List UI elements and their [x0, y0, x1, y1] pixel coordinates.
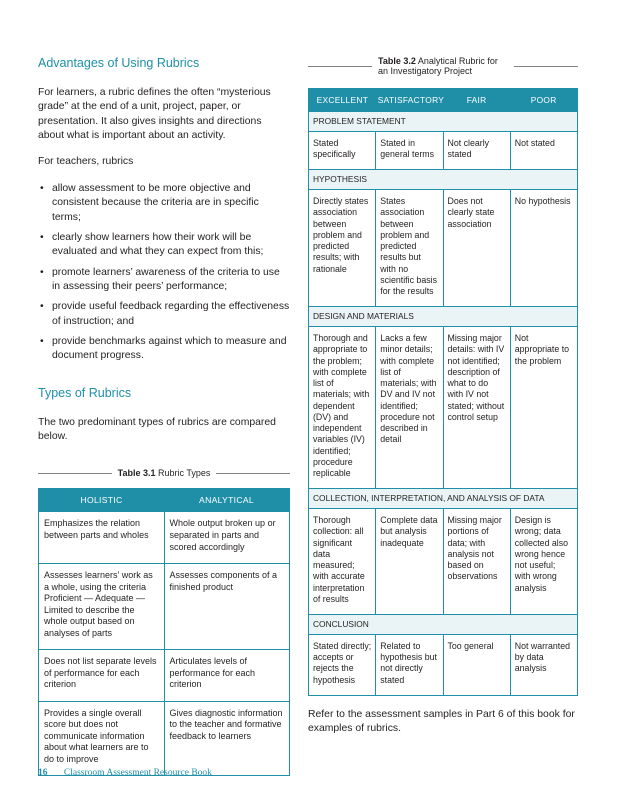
samples-reference-text: Refer to the assessment samples in Part 6 of this book for examples of rubrics.	[308, 708, 575, 735]
table-cell: Stated specifically	[309, 131, 376, 170]
column-header-poor: POOR	[510, 89, 577, 112]
caption-rule	[38, 473, 112, 474]
page-footer	[38, 768, 212, 778]
table-row	[39, 564, 290, 650]
table-cell: Articulates levels of performance for each criterion	[164, 650, 290, 702]
table-row	[309, 509, 578, 615]
caption-rule	[308, 66, 372, 67]
category-label: HYPOTHESIS	[309, 170, 578, 190]
table1-caption-label: Table 3.1	[117, 468, 156, 479]
left-column	[38, 56, 290, 776]
table-cell: States association between problem and predicted results but with no scientific basis for the results	[376, 190, 443, 307]
category-label: COLLECTION, INTERPRETATION, AND ANALYSIS OF DATA	[309, 489, 578, 509]
table-cell: Thorough collection: all significant data measured; with accurate interpretation of results	[309, 509, 376, 615]
table-cell: Too general	[443, 634, 510, 695]
table-row	[309, 131, 578, 170]
table-cell: Missing major details: with IV not identified; description of what to do with IV not stated; without control setup	[443, 327, 510, 489]
table-cell: Design is wrong; data collected also wrong hence not useful; with wrong analysis	[510, 509, 577, 615]
table-row	[309, 190, 578, 307]
list-item: • provide useful feedback regarding the effectiveness of instruction; and	[38, 300, 290, 329]
caption-rule	[216, 473, 290, 474]
table-cell: Missing major portions of data; with analysis not based on observations	[443, 509, 510, 615]
table-row	[39, 701, 290, 776]
table-row	[39, 512, 290, 564]
rubric-types-table	[38, 488, 290, 776]
analytical-rubric-table	[308, 88, 578, 696]
types-heading: Types of Rubrics	[38, 385, 132, 400]
table-cell: Lacks a few minor details; with complete list of materials; with DV and IV not identified; procedure not described in detail	[376, 327, 443, 489]
table-cell: Not warranted by data analysis	[510, 634, 577, 695]
column-header-satisfactory: SATISFACTORY	[376, 89, 443, 112]
right-column	[308, 56, 578, 747]
table-cell: Gives diagnostic information to the teacher and formative feedback to learners	[164, 701, 290, 776]
table-cell: Assesses components of a finished product	[164, 564, 290, 650]
teachers-intro: For teachers, rubrics	[38, 156, 134, 168]
book-title: Classroom Assessment Resource Book	[63, 768, 212, 778]
table-cell: Does not list separate levels of performance for each criterion	[39, 650, 165, 702]
table-cell: Directly states association between problem and predicted results; with rationale	[309, 190, 376, 307]
table1-caption	[38, 468, 290, 478]
learners-paragraph: For learners, a rubric defines the often “mysterious grade” at the end of a unit, project, paper, or presentation. It also gives insights and directions about what is important about an activity.	[38, 87, 271, 142]
category-label: DESIGN AND MATERIALS	[309, 307, 578, 327]
table-cell: Emphasizes the relation between parts and wholes	[39, 512, 165, 564]
table-cell: Related to hypothesis but not directly stated	[376, 634, 443, 695]
table-cell: No hypothesis	[510, 190, 577, 307]
column-header-excellent: EXCELLENT	[309, 89, 376, 112]
table-cell: Provides a single overall score but does not communicate information about what learners are to do to improve	[39, 701, 165, 776]
table-cell: Not stated	[510, 131, 577, 170]
page-number: 16	[38, 768, 48, 778]
table-row	[39, 650, 290, 702]
table2-caption-text: Analytical Rubric for an Investigatory Project	[378, 56, 498, 76]
types-paragraph: The two predominant types of rubrics are compared below.	[38, 416, 276, 443]
table-cell: Whole output broken up or separated in parts and scored accordingly	[164, 512, 290, 564]
table2-caption	[308, 56, 578, 76]
table-cell: Not appropriate to the problem	[510, 327, 577, 489]
table2-caption-label: Table 3.2	[378, 56, 416, 66]
column-header-holistic: HOLISTIC	[39, 489, 165, 512]
table-cell: Stated in general terms	[376, 131, 443, 170]
table-row	[309, 327, 578, 489]
list-item: • provide benchmarks against which to measure and document progress.	[38, 335, 290, 364]
category-row-hypothesis	[309, 170, 578, 190]
table-cell: Does not clearly state association	[443, 190, 510, 307]
list-item: • allow assessment to be more objective and consistent because the criteria are in specific terms;	[38, 182, 290, 225]
table-cell: Assesses learners’ work as a whole, using the criteria Proficient — Adequate — Limited to describe the whole output based on analyses of parts	[39, 564, 165, 650]
table-cell: Thorough and appropriate to the problem; with complete list of materials; with dependent (DV) and independent variables (IV) identified; procedure replicable	[309, 327, 376, 489]
table-cell: Not clearly stated	[443, 131, 510, 170]
advantages-list	[38, 182, 290, 364]
table-cell: Stated directly; accepts or rejects the hypothesis	[309, 634, 376, 695]
list-item: • clearly show learners how their work will be evaluated and what they can expect from this;	[38, 231, 290, 260]
advantages-heading: Advantages of Using Rubrics	[38, 56, 200, 70]
category-row-problem-statement	[309, 112, 578, 132]
category-row-data-analysis	[309, 489, 578, 509]
category-label: CONCLUSION	[309, 615, 578, 635]
caption-rule	[514, 66, 578, 67]
category-label: PROBLEM STATEMENT	[309, 112, 578, 132]
list-item: • promote learners’ awareness of the criteria to use in assessing their peers’ performance;	[38, 266, 290, 295]
table-row	[309, 634, 578, 695]
table-cell: Complete data but analysis inadequate	[376, 509, 443, 615]
category-row-conclusion	[309, 615, 578, 635]
table1-caption-text: Rubric Types	[158, 468, 211, 479]
column-header-fair: FAIR	[443, 89, 510, 112]
column-header-analytical: ANALYTICAL	[164, 489, 290, 512]
category-row-design-materials	[309, 307, 578, 327]
